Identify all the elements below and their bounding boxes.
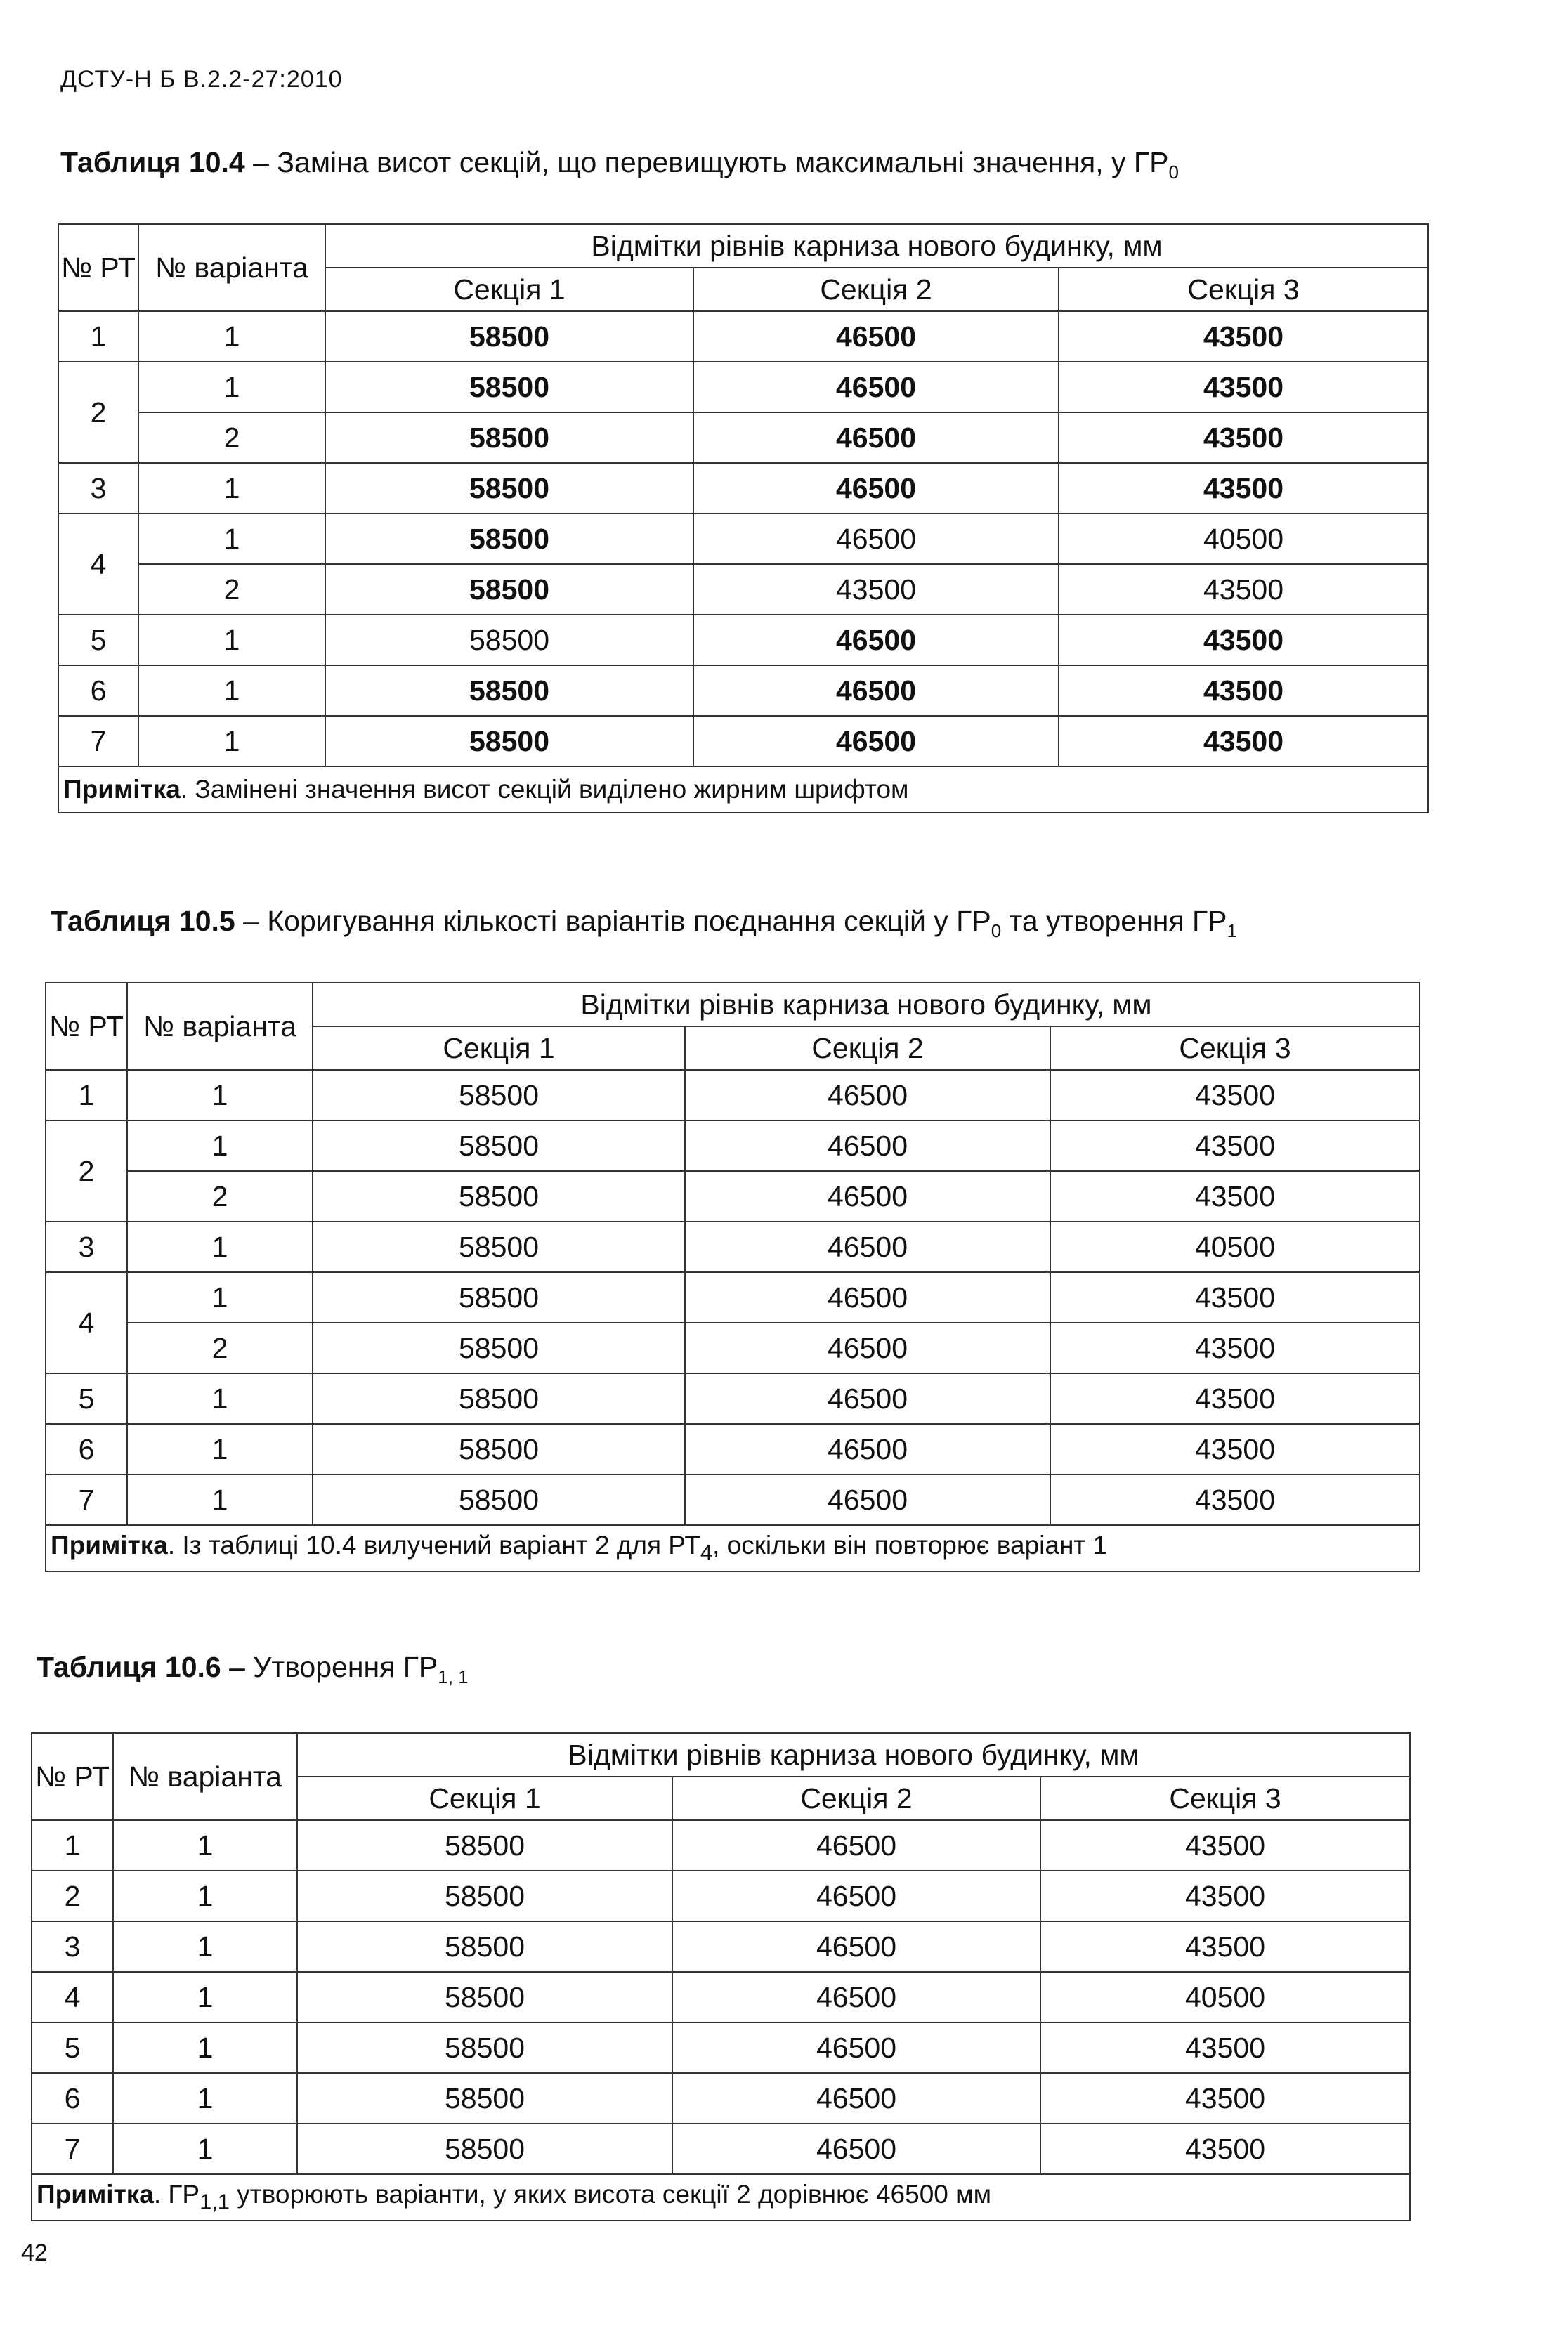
cell-section-1: 58500	[297, 1921, 672, 1972]
page-number: 42	[21, 2240, 48, 2266]
cell-variant: 1	[113, 2073, 297, 2124]
note-row	[46, 1525, 1420, 1571]
cell-section-1: 58500	[325, 716, 693, 766]
cell-section-2: 46500	[693, 463, 1059, 514]
cell-section-2: 46500	[685, 1070, 1050, 1120]
note-label: Примітка	[51, 1531, 168, 1560]
cell-section-1: 58500	[325, 463, 693, 514]
cell-section-3: 43500	[1040, 1820, 1410, 1871]
cell-section-2: 46500	[685, 1171, 1050, 1222]
cell-variant: 1	[138, 615, 325, 665]
header-section-2: Секція 2	[672, 1777, 1040, 1820]
cell-rt: 6	[58, 665, 138, 716]
table-row	[58, 615, 1428, 665]
cell-section-1: 58500	[313, 1222, 685, 1272]
caption-text: – Заміна висот секцій, що перевищують максимальні значення, у ГР	[244, 146, 1169, 178]
cell-section-3: 43500	[1040, 1921, 1410, 1972]
table-row	[46, 1222, 1420, 1272]
header-rt: № РТ	[58, 224, 138, 311]
cell-section-2: 46500	[672, 1820, 1040, 1871]
caption-text: – Утворення ГР	[221, 1651, 438, 1683]
cell-section-3: 43500	[1050, 1272, 1420, 1323]
table-row	[46, 1120, 1420, 1171]
cell-section-3: 43500	[1040, 1871, 1410, 1921]
caption-label: Таблиця 10.5	[51, 905, 235, 937]
cell-variant: 1	[127, 1424, 313, 1475]
cell-variant: 1	[138, 716, 325, 766]
cell-section-2: 46500	[672, 1921, 1040, 1972]
note-text: . Із таблиці 10.4 вилучений варіант 2 для РТ	[167, 1531, 700, 1560]
cell-section-2: 46500	[672, 1972, 1040, 2022]
cell-section-2: 46500	[672, 2073, 1040, 2124]
cell-section-1: 58500	[325, 412, 693, 463]
note-row	[58, 766, 1428, 813]
cell-section-2: 43500	[693, 564, 1059, 615]
table-body	[32, 1733, 1410, 2221]
table-row	[58, 412, 1428, 463]
table-row	[58, 564, 1428, 615]
cell-variant: 1	[127, 1272, 313, 1323]
header-section-2: Секція 2	[693, 268, 1059, 311]
table-row	[32, 1871, 1410, 1921]
caption-label: Таблиця 10.4	[60, 146, 245, 178]
cell-section-3: 43500	[1040, 2124, 1410, 2174]
cell-rt: 6	[46, 1424, 127, 1475]
header-group: Відмітки рівнів карниза нового будинку, мм	[297, 1733, 1410, 1777]
table-10-6-caption	[37, 1651, 469, 1688]
cell-section-3: 43500	[1050, 1171, 1420, 1222]
table-row	[32, 2124, 1410, 2174]
header-section-3: Секція 3	[1059, 268, 1428, 311]
cell-section-1: 58500	[325, 564, 693, 615]
table-row	[46, 1373, 1420, 1424]
table-row	[46, 1323, 1420, 1373]
cell-rt: 5	[58, 615, 138, 665]
cell-section-3: 40500	[1040, 1972, 1410, 2022]
table-body	[46, 983, 1420, 1571]
note-text-2: утворюють варіанти, у яких висота секції 2 дорівнює 46500 мм	[229, 2180, 992, 2209]
cell-section-3: 43500	[1050, 1323, 1420, 1373]
cell-section-1: 58500	[297, 1972, 672, 2022]
cell-variant: 1	[113, 1972, 297, 2022]
cell-variant: 1	[113, 2124, 297, 2174]
table-row	[32, 1921, 1410, 1972]
cell-section-3: 43500	[1059, 463, 1428, 514]
cell-section-2: 46500	[693, 615, 1059, 665]
cell-rt: 2	[46, 1120, 127, 1222]
cell-rt: 4	[58, 514, 138, 615]
table-note	[32, 2174, 1410, 2221]
cell-rt: 3	[58, 463, 138, 514]
cell-variant: 1	[138, 463, 325, 514]
cell-section-1: 58500	[297, 1871, 672, 1921]
cell-section-3: 43500	[1040, 2073, 1410, 2124]
cell-section-1: 58500	[313, 1272, 685, 1323]
cell-rt: 1	[58, 311, 138, 362]
cell-rt: 3	[32, 1921, 113, 1972]
cell-section-3: 43500	[1059, 412, 1428, 463]
cell-rt: 2	[58, 362, 138, 463]
cell-section-3: 43500	[1050, 1373, 1420, 1424]
cell-section-2: 46500	[685, 1272, 1050, 1323]
header-section-3: Секція 3	[1050, 1026, 1420, 1070]
header-section-1: Секція 1	[297, 1777, 672, 1820]
table-row	[58, 514, 1428, 564]
cell-rt: 4	[32, 1972, 113, 2022]
header-variant: № варіанта	[138, 224, 325, 311]
cell-section-3: 40500	[1059, 514, 1428, 564]
caption-subscript: 0	[1168, 162, 1179, 183]
cell-rt: 7	[58, 716, 138, 766]
header-section-1: Секція 1	[313, 1026, 685, 1070]
table-row	[32, 1972, 1410, 2022]
note-row	[32, 2174, 1410, 2221]
cell-variant: 2	[138, 564, 325, 615]
table-note	[58, 766, 1428, 813]
cell-variant: 1	[138, 514, 325, 564]
cell-section-1: 58500	[313, 1323, 685, 1373]
cell-section-2: 46500	[685, 1120, 1050, 1171]
cell-rt: 1	[46, 1070, 127, 1120]
cell-section-1: 58500	[313, 1070, 685, 1120]
cell-section-2: 46500	[693, 412, 1059, 463]
cell-variant: 1	[127, 1373, 313, 1424]
cell-rt: 4	[46, 1272, 127, 1373]
table-row	[58, 716, 1428, 766]
cell-rt: 7	[46, 1475, 127, 1525]
cell-section-1: 58500	[313, 1171, 685, 1222]
note-subscript: 4	[700, 1540, 713, 1565]
table-10-5	[45, 982, 1420, 1572]
cell-section-3: 43500	[1050, 1475, 1420, 1525]
cell-section-1: 58500	[325, 615, 693, 665]
note-text: . ГР	[153, 2180, 200, 2209]
cell-section-1: 58500	[325, 362, 693, 412]
header-group: Відмітки рівнів карниза нового будинку, мм	[325, 224, 1428, 268]
caption-text: – Коригування кількості варіантів поєднання секцій у ГР	[235, 905, 991, 937]
table-10-5-caption	[51, 905, 1237, 942]
table-10-4-caption	[60, 146, 1179, 183]
document-header: ДСТУ-Н Б В.2.2-27:2010	[60, 66, 343, 93]
cell-section-2: 46500	[672, 1871, 1040, 1921]
header-rt: № РТ	[46, 983, 127, 1070]
cell-variant: 1	[138, 362, 325, 412]
cell-section-3: 43500	[1059, 615, 1428, 665]
caption-subscript-2: 1	[1227, 920, 1237, 942]
cell-variant: 1	[113, 1820, 297, 1871]
cell-section-2: 46500	[685, 1222, 1050, 1272]
table-row	[58, 463, 1428, 514]
cell-section-2: 46500	[693, 362, 1059, 412]
cell-section-3: 43500	[1050, 1070, 1420, 1120]
table-body	[58, 224, 1428, 813]
cell-section-3: 43500	[1059, 665, 1428, 716]
header-group: Відмітки рівнів карниза нового будинку, мм	[313, 983, 1420, 1026]
cell-variant: 1	[127, 1475, 313, 1525]
cell-section-2: 46500	[672, 2124, 1040, 2174]
table-row	[46, 1272, 1420, 1323]
cell-section-2: 46500	[685, 1373, 1050, 1424]
cell-rt: 2	[32, 1871, 113, 1921]
cell-variant: 1	[127, 1070, 313, 1120]
cell-variant: 1	[127, 1222, 313, 1272]
header-variant: № варіанта	[113, 1733, 297, 1820]
table-row	[58, 665, 1428, 716]
cell-variant: 1	[138, 311, 325, 362]
cell-rt: 5	[32, 2022, 113, 2073]
cell-section-1: 58500	[313, 1475, 685, 1525]
table-row	[32, 2022, 1410, 2073]
note-subscript: 1,1	[200, 2189, 230, 2214]
cell-rt: 5	[46, 1373, 127, 1424]
cell-variant: 1	[127, 1120, 313, 1171]
header-variant: № варіанта	[127, 983, 313, 1070]
cell-section-2: 46500	[685, 1424, 1050, 1475]
cell-section-2: 46500	[693, 514, 1059, 564]
header-section-3: Секція 3	[1040, 1777, 1410, 1820]
cell-section-2: 46500	[693, 716, 1059, 766]
cell-section-3: 43500	[1059, 716, 1428, 766]
cell-section-3: 43500	[1059, 362, 1428, 412]
cell-section-2: 46500	[693, 311, 1059, 362]
cell-section-1: 58500	[313, 1120, 685, 1171]
cell-section-1: 58500	[297, 2073, 672, 2124]
caption-subscript: 0	[991, 920, 1002, 942]
cell-variant: 1	[113, 1921, 297, 1972]
cell-section-2: 46500	[685, 1323, 1050, 1373]
header-rt: № РТ	[32, 1733, 113, 1820]
cell-rt: 1	[32, 1820, 113, 1871]
table-note	[46, 1525, 1420, 1571]
table-row	[46, 1171, 1420, 1222]
cell-section-3: 43500	[1050, 1120, 1420, 1171]
cell-section-3: 43500	[1059, 311, 1428, 362]
table-10-6	[31, 1732, 1411, 2221]
cell-section-2: 46500	[672, 2022, 1040, 2073]
table-row	[46, 1070, 1420, 1120]
cell-variant: 1	[113, 1871, 297, 1921]
caption-label: Таблиця 10.6	[37, 1651, 221, 1683]
cell-section-2: 46500	[693, 665, 1059, 716]
cell-section-3: 43500	[1040, 2022, 1410, 2073]
table-row	[58, 311, 1428, 362]
cell-section-1: 58500	[325, 514, 693, 564]
table-row	[32, 1820, 1410, 1871]
cell-rt: 7	[32, 2124, 113, 2174]
cell-section-1: 58500	[313, 1373, 685, 1424]
table-10-4	[58, 223, 1429, 813]
note-text-2: , оскільки він повторює варіант 1	[712, 1531, 1108, 1560]
cell-variant: 1	[138, 665, 325, 716]
cell-section-3: 40500	[1050, 1222, 1420, 1272]
cell-section-3: 43500	[1059, 564, 1428, 615]
note-label: Примітка	[37, 2180, 154, 2209]
cell-section-1: 58500	[325, 665, 693, 716]
header-section-1: Секція 1	[325, 268, 693, 311]
cell-section-1: 58500	[297, 1820, 672, 1871]
cell-rt: 3	[46, 1222, 127, 1272]
table-row	[32, 2073, 1410, 2124]
cell-variant: 2	[138, 412, 325, 463]
cell-section-1: 58500	[297, 2022, 672, 2073]
note-label: Примітка	[63, 775, 181, 804]
cell-variant: 2	[127, 1171, 313, 1222]
cell-section-1: 58500	[325, 311, 693, 362]
caption-subscript: 1, 1	[438, 1666, 469, 1688]
cell-section-1: 58500	[313, 1424, 685, 1475]
note-text: . Замінені значення висот секцій виділено жирним шрифтом	[180, 775, 909, 804]
table-row	[46, 1424, 1420, 1475]
cell-section-1: 58500	[297, 2124, 672, 2174]
cell-section-3: 43500	[1050, 1424, 1420, 1475]
table-row	[58, 362, 1428, 412]
cell-variant: 2	[127, 1323, 313, 1373]
cell-rt: 6	[32, 2073, 113, 2124]
table-row	[46, 1475, 1420, 1525]
caption-text-2: та утворення ГР	[1001, 905, 1227, 937]
cell-section-2: 46500	[685, 1475, 1050, 1525]
header-section-2: Секція 2	[685, 1026, 1050, 1070]
cell-variant: 1	[113, 2022, 297, 2073]
